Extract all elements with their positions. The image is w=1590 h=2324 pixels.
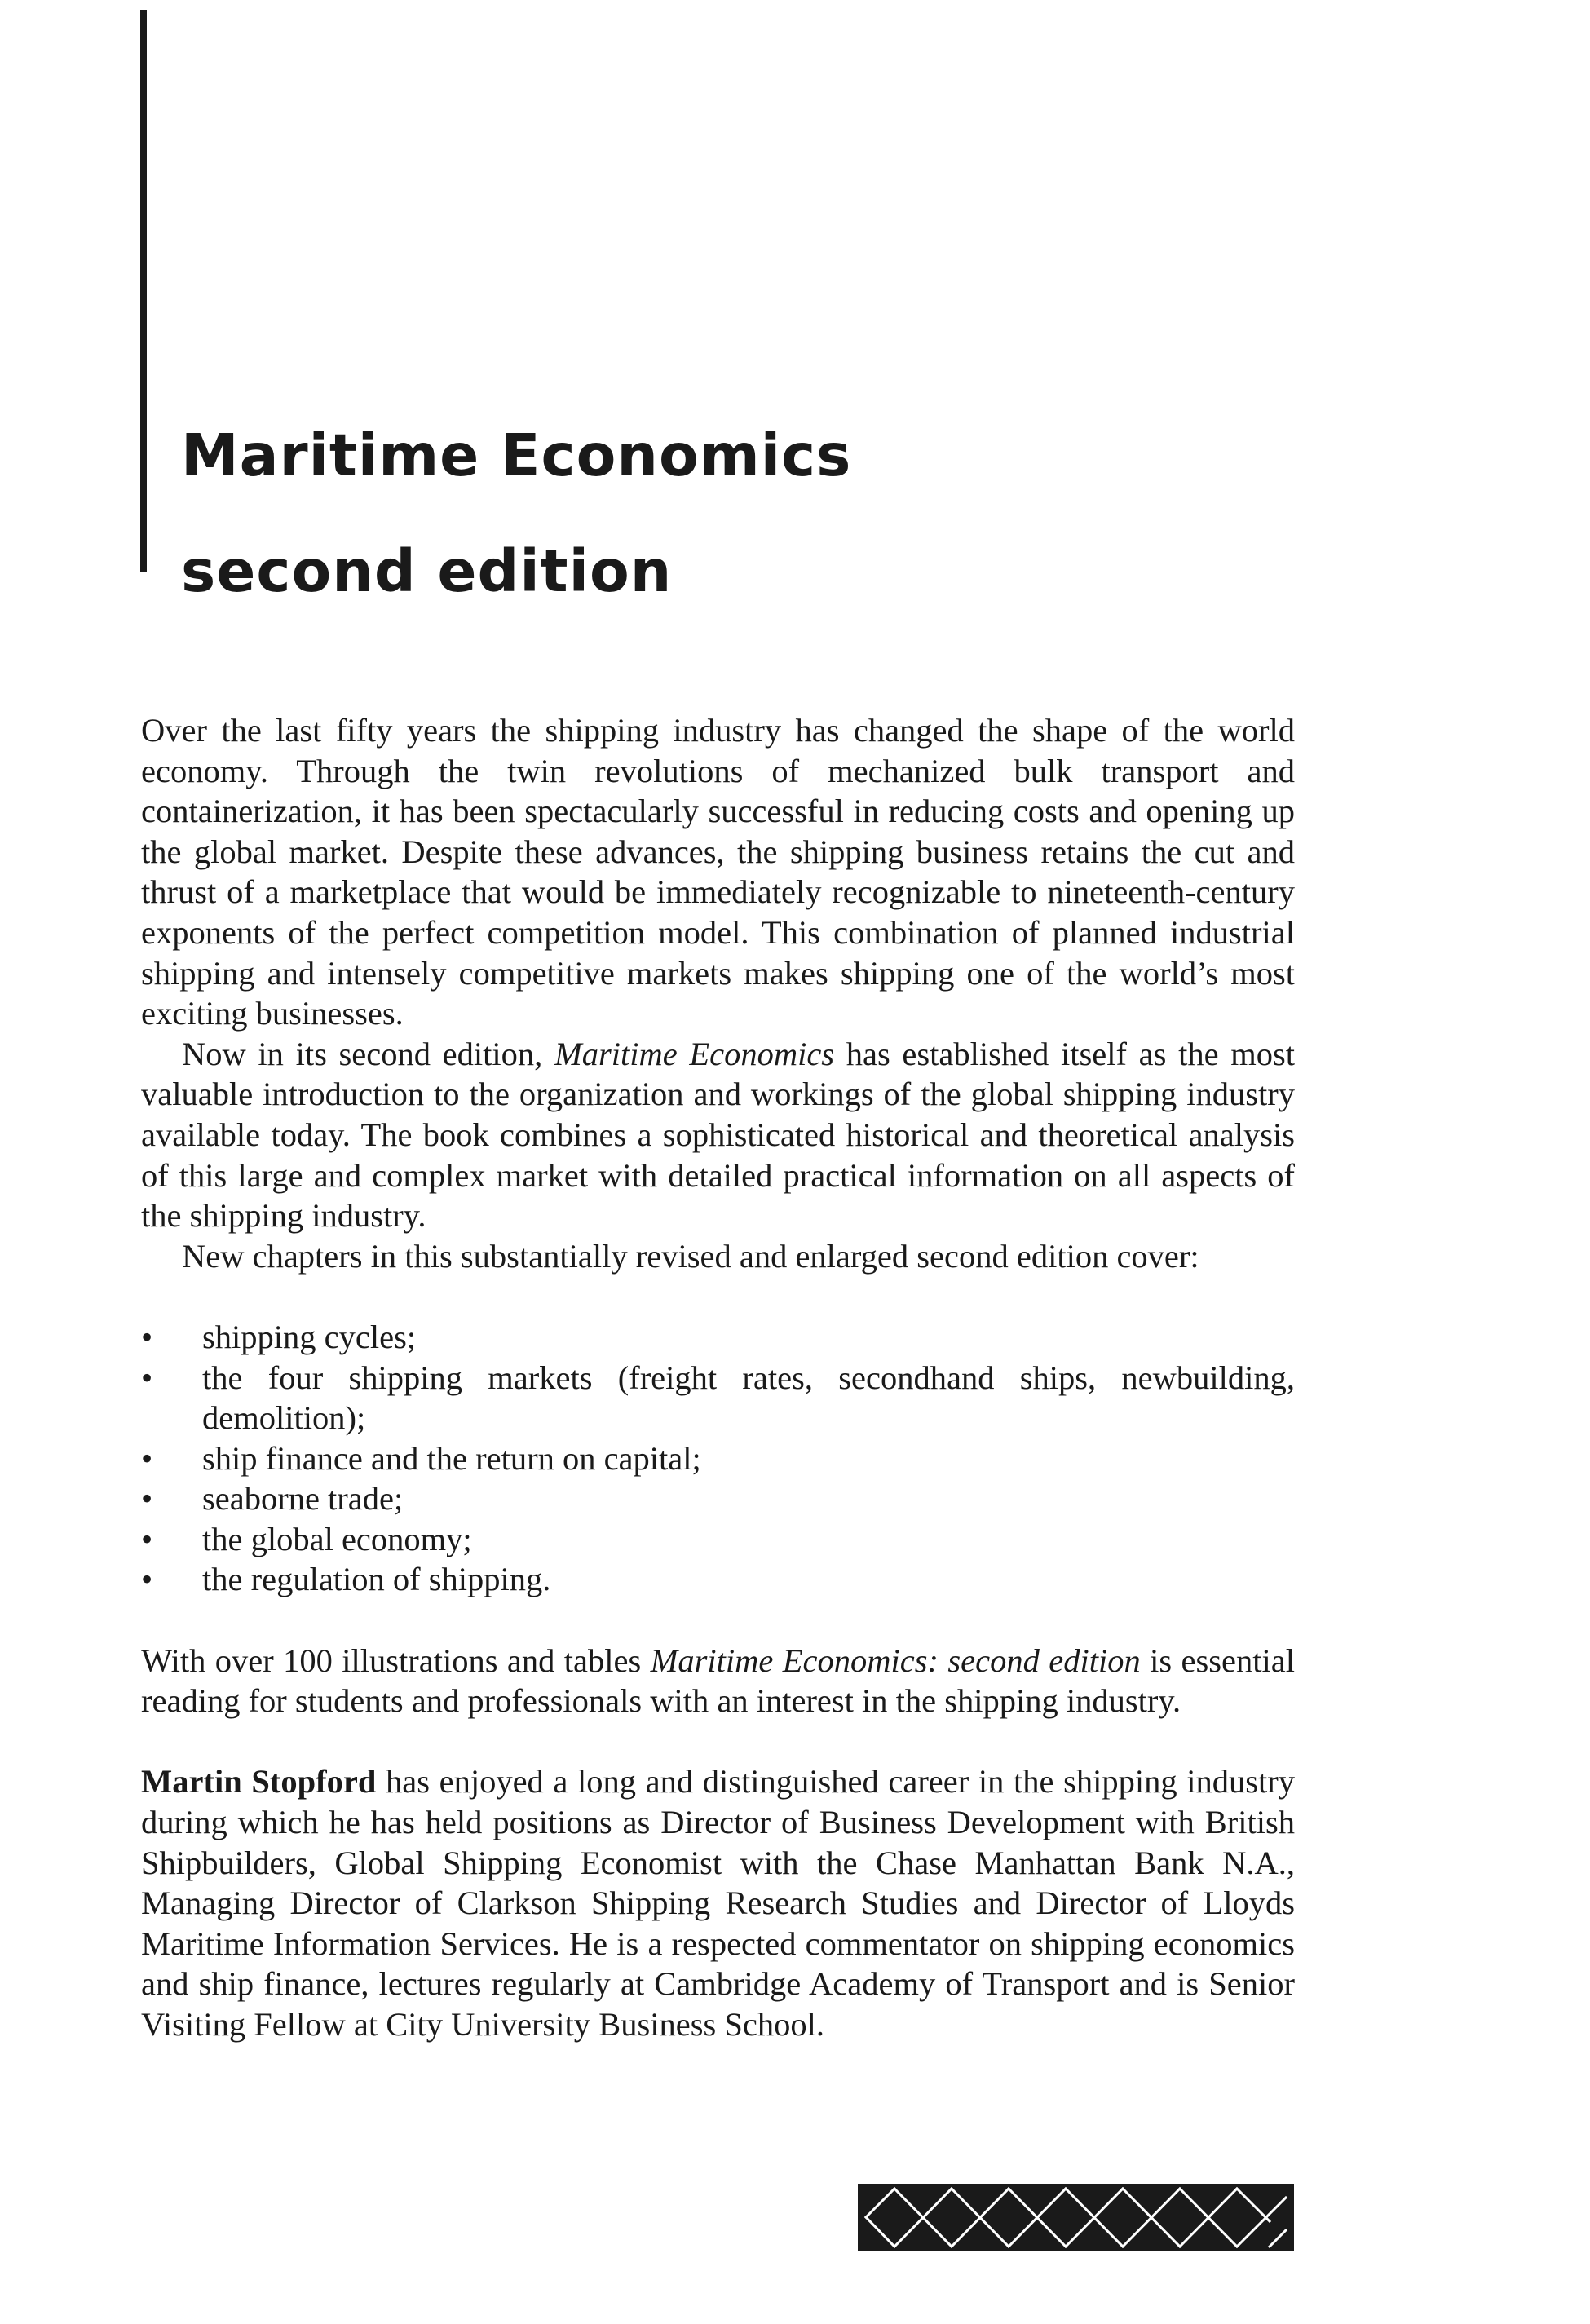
paragraph-new-chapters: New chapters in this substantially revised and enlarged second edition cover:	[182, 1237, 1199, 1275]
book-title-edition-italic: Maritime Economics: second edition	[650, 1641, 1141, 1679]
paragraph-illustrations-after: is essential reading for students and professionals with an interest in the shipping industry.	[141, 1641, 1295, 1720]
list-item-text: seaborne trade;	[202, 1480, 404, 1518]
vertical-rule	[140, 10, 147, 572]
publisher-pattern-logo-icon	[858, 2184, 1294, 2251]
paragraph-second-edition-after: has established itself as the most valuable introduction to the organization and workings of the global shipping industry available today. The book combines a sophisticated historical and theoretical analysis of this large and complex market with detailed practical information on all aspects of the shipping industry.	[141, 1035, 1295, 1235]
list-item-text: the regulation of shipping.	[202, 1561, 551, 1598]
paragraph-intro: Over the last fifty years the shipping industry has changed the shape of the world economy. Through the twin revolutions of mechanized bulk transport and containerization, it has been spectacularly successful in reducing costs and opening up the global market. Despite these advances, the shipping business retains the cut and thrust of a marketplace that would be immediately recognizable to nineteenth-century exponents of the perfect competition model. This combination of planned industrial shipping and intensely competitive markets makes shipping one of the world’s most exciting businesses.	[141, 712, 1295, 1032]
list-item-text: shipping cycles;	[202, 1318, 417, 1355]
book-title-italic: Maritime Economics	[554, 1035, 835, 1072]
paragraph-gap	[141, 1721, 1295, 1762]
blurb-body	[141, 710, 1295, 2045]
chapter-list	[141, 1317, 1295, 1600]
book-title	[181, 398, 851, 630]
paragraph-second-edition-before: Now in its second edition,	[182, 1035, 554, 1072]
list-item-text: the global economy;	[202, 1520, 472, 1557]
bullet-glyph: •	[141, 1359, 153, 1396]
author-bio-text: has enjoyed a long and distinguished career in the shipping industry during which he has held positions as Director of Business Development with British Shipbuilders, Global Shipping Economist with the Chase Manhattan Bank N.A., Managing Director of Clarkson Shipping Research Studies and Director of Lloyds Maritime Information Services. He is a respected commentator on shipping economics and ship finance, lectures regularly at Cambridge Academy of Transport and is Senior Visiting Fellow at City University Business School.	[141, 1763, 1295, 2043]
title-line-1: Maritime Economics	[181, 422, 852, 489]
paragraph-illustrations	[141, 1641, 1295, 1721]
list-item	[141, 1317, 1295, 1358]
list-item	[141, 1358, 1295, 1438]
list-item	[141, 1519, 1295, 1560]
list-item	[141, 1438, 1295, 1479]
bullet-glyph: •	[141, 1439, 153, 1477]
paragraph-second-edition	[141, 1034, 1295, 1236]
list-item-text: the four shipping markets (freight rates, secondhand ships, newbuilding, demolition);	[202, 1359, 1295, 1437]
bullet-glyph: •	[141, 1520, 153, 1557]
title-line-2: second edition	[181, 537, 673, 605]
bullet-glyph: •	[141, 1561, 153, 1598]
bullet-glyph: •	[141, 1480, 153, 1518]
author-name: Martin Stopford	[141, 1763, 377, 1800]
author-bio	[141, 1761, 1295, 2044]
list-item-text: ship finance and the return on capital;	[202, 1439, 701, 1477]
list-item	[141, 1478, 1295, 1519]
list-item	[141, 1559, 1295, 1600]
bullet-glyph: •	[141, 1318, 153, 1355]
paragraph-illustrations-before: With over 100 illustrations and tables	[141, 1641, 651, 1679]
